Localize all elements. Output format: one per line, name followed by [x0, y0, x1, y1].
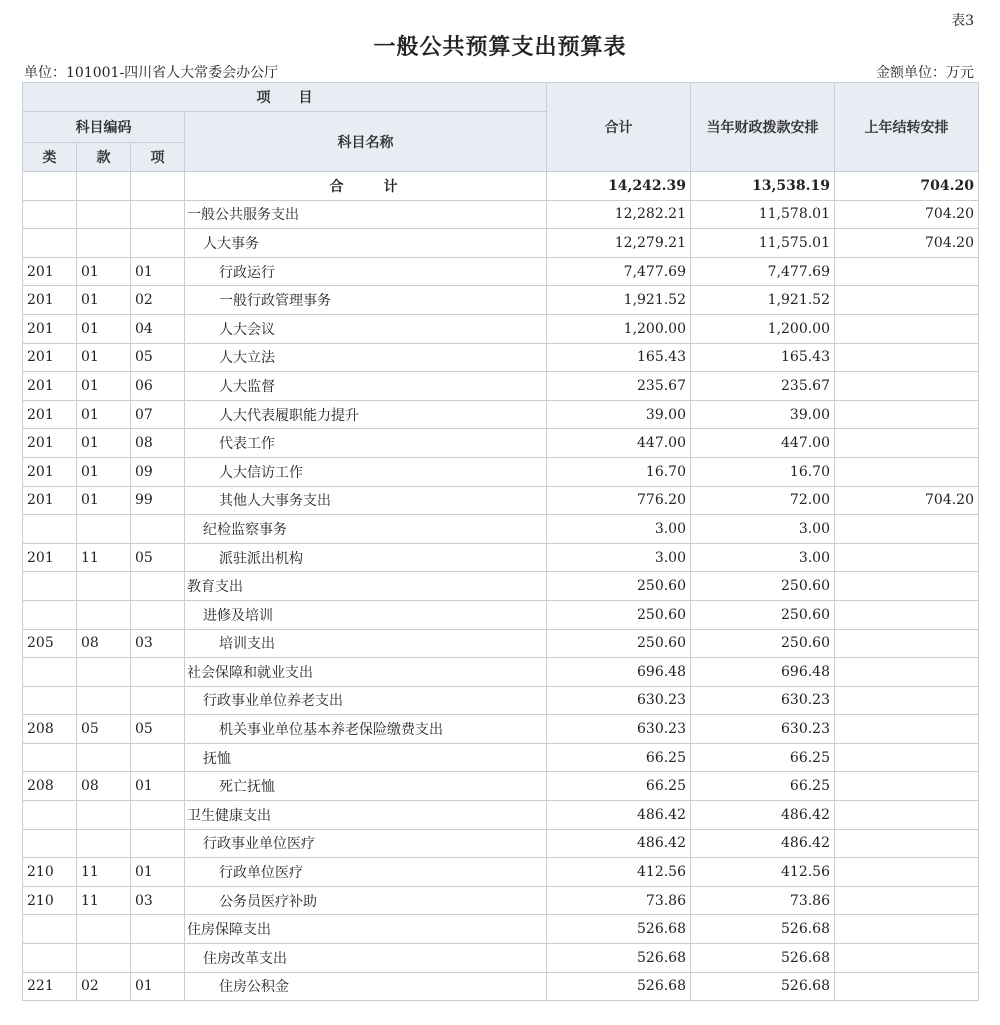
- amount-carryover: [835, 515, 979, 544]
- table-row: [23, 743, 979, 772]
- table-row: [23, 686, 979, 715]
- code-xiang: [131, 172, 185, 201]
- code-xiang: [131, 229, 185, 258]
- amount-carryover: [835, 743, 979, 772]
- code-lei: [23, 801, 77, 830]
- subject-name: 代表工作: [185, 429, 547, 458]
- table-body: [23, 172, 979, 1001]
- amount-carryover: [835, 286, 979, 315]
- amount-carryover: 704.20: [835, 486, 979, 515]
- code-xiang: 03: [131, 629, 185, 658]
- table-row: [23, 543, 979, 572]
- amount-total: 486.42: [547, 801, 691, 830]
- header-kuan: 款: [77, 143, 131, 172]
- subject-name: 人大信访工作: [185, 457, 547, 486]
- amount-current: 66.25: [691, 772, 835, 801]
- code-lei: [23, 686, 77, 715]
- code-lei: [23, 229, 77, 258]
- table-row: [23, 200, 979, 229]
- code-xiang: [131, 658, 185, 687]
- code-lei: 201: [23, 314, 77, 343]
- amount-unit-label: 金额单位：万元: [876, 65, 974, 81]
- code-xiang: [131, 200, 185, 229]
- subject-name: 其他人大事务支出: [185, 486, 547, 515]
- amount-current: 3.00: [691, 543, 835, 572]
- amount-current: 72.00: [691, 486, 835, 515]
- amount-current: 250.60: [691, 600, 835, 629]
- code-kuan: 01: [77, 343, 131, 372]
- amount-current: 526.68: [691, 944, 835, 973]
- subject-name: 住房公积金: [185, 972, 547, 1001]
- subject-name: 纪检监察事务: [185, 515, 547, 544]
- table-row: [23, 372, 979, 401]
- subject-name: 行政事业单位养老支出: [185, 686, 547, 715]
- code-kuan: 05: [77, 715, 131, 744]
- amount-carryover: [835, 772, 979, 801]
- code-xiang: 01: [131, 858, 185, 887]
- amount-current: 486.42: [691, 829, 835, 858]
- subject-name: 培训支出: [185, 629, 547, 658]
- amount-carryover: [835, 314, 979, 343]
- amount-total: 3.00: [547, 543, 691, 572]
- code-kuan: 11: [77, 543, 131, 572]
- amount-total: 1,200.00: [547, 314, 691, 343]
- amount-total: 630.23: [547, 686, 691, 715]
- amount-total: 447.00: [547, 429, 691, 458]
- code-kuan: 01: [77, 314, 131, 343]
- amount-carryover: [835, 457, 979, 486]
- code-kuan: [77, 600, 131, 629]
- subject-name: 住房保障支出: [185, 915, 547, 944]
- code-kuan: [77, 801, 131, 830]
- code-lei: 201: [23, 372, 77, 401]
- amount-current: 7,477.69: [691, 257, 835, 286]
- code-xiang: [131, 801, 185, 830]
- table-row: [23, 172, 979, 201]
- code-kuan: 11: [77, 858, 131, 887]
- code-kuan: 11: [77, 886, 131, 915]
- code-xiang: 07: [131, 400, 185, 429]
- amount-current: 11,575.01: [691, 229, 835, 258]
- code-lei: 201: [23, 429, 77, 458]
- amount-current: 73.86: [691, 886, 835, 915]
- code-lei: [23, 515, 77, 544]
- amount-carryover: [835, 658, 979, 687]
- amount-total: 250.60: [547, 572, 691, 601]
- amount-total: 526.68: [547, 944, 691, 973]
- amount-total: 39.00: [547, 400, 691, 429]
- table-row: [23, 515, 979, 544]
- code-kuan: [77, 200, 131, 229]
- table-row: [23, 944, 979, 973]
- amount-carryover: [835, 600, 979, 629]
- subject-name: 卫生健康支出: [185, 801, 547, 830]
- amount-current: 250.60: [691, 629, 835, 658]
- amount-current: 11,578.01: [691, 200, 835, 229]
- code-lei: 201: [23, 400, 77, 429]
- header-carryover: 上年结转安排: [835, 83, 979, 172]
- budget-table: [22, 82, 979, 1001]
- code-xiang: 99: [131, 486, 185, 515]
- subject-name: 公务员医疗补助: [185, 886, 547, 915]
- subject-name: 人大事务: [185, 229, 547, 258]
- table-row: [23, 972, 979, 1001]
- code-kuan: 01: [77, 286, 131, 315]
- amount-current: 630.23: [691, 715, 835, 744]
- code-xiang: 01: [131, 972, 185, 1001]
- table-row: [23, 858, 979, 887]
- code-kuan: [77, 572, 131, 601]
- code-xiang: 08: [131, 429, 185, 458]
- code-lei: [23, 915, 77, 944]
- amount-carryover: [835, 829, 979, 858]
- table-number: 表3: [951, 13, 974, 29]
- amount-total: 630.23: [547, 715, 691, 744]
- amount-total: 526.68: [547, 972, 691, 1001]
- table-row: [23, 572, 979, 601]
- page-title: 一般公共预算支出预算表: [373, 34, 627, 60]
- amount-total: 16.70: [547, 457, 691, 486]
- unit-label: 单位：101001-四川省人大常委会办公厅: [24, 65, 279, 81]
- code-lei: 210: [23, 886, 77, 915]
- code-kuan: [77, 229, 131, 258]
- amount-total: 250.60: [547, 600, 691, 629]
- subject-name: 进修及培训: [185, 600, 547, 629]
- table-row: [23, 915, 979, 944]
- amount-total: 1,921.52: [547, 286, 691, 315]
- code-kuan: 01: [77, 372, 131, 401]
- subject-name: 死亡抚恤: [185, 772, 547, 801]
- subject-name: 行政运行: [185, 257, 547, 286]
- code-kuan: 01: [77, 429, 131, 458]
- amount-carryover: [835, 372, 979, 401]
- code-kuan: 02: [77, 972, 131, 1001]
- amount-total: 73.86: [547, 886, 691, 915]
- amount-carryover: [835, 801, 979, 830]
- amount-current: 486.42: [691, 801, 835, 830]
- code-lei: 201: [23, 543, 77, 572]
- amount-total: 776.20: [547, 486, 691, 515]
- code-lei: [23, 658, 77, 687]
- table-row: [23, 772, 979, 801]
- amount-current: 13,538.19: [691, 172, 835, 201]
- amount-total: 66.25: [547, 772, 691, 801]
- subject-name: 行政事业单位医疗: [185, 829, 547, 858]
- amount-carryover: [835, 343, 979, 372]
- code-kuan: 08: [77, 772, 131, 801]
- code-kuan: 01: [77, 257, 131, 286]
- amount-carryover: [835, 400, 979, 429]
- code-xiang: [131, 944, 185, 973]
- code-lei: [23, 172, 77, 201]
- code-xiang: 02: [131, 286, 185, 315]
- amount-total: 3.00: [547, 515, 691, 544]
- code-lei: [23, 944, 77, 973]
- subject-name: 住房改革支出: [185, 944, 547, 973]
- code-xiang: [131, 572, 185, 601]
- code-lei: 208: [23, 772, 77, 801]
- subject-name: 人大代表履职能力提升: [185, 400, 547, 429]
- amount-total: 235.67: [547, 372, 691, 401]
- table-row: [23, 829, 979, 858]
- amount-current: 165.43: [691, 343, 835, 372]
- code-lei: [23, 829, 77, 858]
- amount-total: 12,282.21: [547, 200, 691, 229]
- amount-carryover: [835, 572, 979, 601]
- amount-total: 66.25: [547, 743, 691, 772]
- amount-current: 39.00: [691, 400, 835, 429]
- table-row: [23, 801, 979, 830]
- code-xiang: [131, 686, 185, 715]
- code-kuan: 01: [77, 457, 131, 486]
- amount-carryover: 704.20: [835, 200, 979, 229]
- table-row: [23, 457, 979, 486]
- code-xiang: [131, 829, 185, 858]
- code-xiang: [131, 515, 185, 544]
- amount-total: 696.48: [547, 658, 691, 687]
- code-xiang: 04: [131, 314, 185, 343]
- header-xiang: 项: [131, 143, 185, 172]
- amount-total: 7,477.69: [547, 257, 691, 286]
- code-xiang: 01: [131, 257, 185, 286]
- header-item: 项 目: [23, 83, 547, 112]
- code-lei: 205: [23, 629, 77, 658]
- code-lei: 201: [23, 486, 77, 515]
- code-kuan: [77, 686, 131, 715]
- amount-total: 486.42: [547, 829, 691, 858]
- amount-carryover: 704.20: [835, 229, 979, 258]
- code-lei: 201: [23, 286, 77, 315]
- code-xiang: 05: [131, 715, 185, 744]
- code-kuan: [77, 658, 131, 687]
- subject-name: 合计: [185, 172, 547, 201]
- subject-name: 人大监督: [185, 372, 547, 401]
- amount-current: 447.00: [691, 429, 835, 458]
- amount-current: 250.60: [691, 572, 835, 601]
- subject-name: 社会保障和就业支出: [185, 658, 547, 687]
- subject-name: 一般公共服务支出: [185, 200, 547, 229]
- subject-name: 教育支出: [185, 572, 547, 601]
- table-row: [23, 314, 979, 343]
- subject-name: 抚恤: [185, 743, 547, 772]
- amount-carryover: [835, 629, 979, 658]
- subject-name: 人大立法: [185, 343, 547, 372]
- code-xiang: 05: [131, 343, 185, 372]
- table-row: [23, 257, 979, 286]
- code-kuan: 01: [77, 486, 131, 515]
- subject-name: 机关事业单位基本养老保险缴费支出: [185, 715, 547, 744]
- amount-current: 16.70: [691, 457, 835, 486]
- code-lei: 201: [23, 257, 77, 286]
- amount-current: 630.23: [691, 686, 835, 715]
- table-row: [23, 658, 979, 687]
- header-lei: 类: [23, 143, 77, 172]
- code-xiang: 09: [131, 457, 185, 486]
- amount-total: 250.60: [547, 629, 691, 658]
- amount-carryover: 704.20: [835, 172, 979, 201]
- code-xiang: [131, 600, 185, 629]
- table-row: [23, 343, 979, 372]
- code-kuan: [77, 944, 131, 973]
- amount-current: 235.67: [691, 372, 835, 401]
- code-lei: 201: [23, 457, 77, 486]
- code-kuan: [77, 743, 131, 772]
- header-name: 科目名称: [185, 112, 547, 172]
- table-row: [23, 886, 979, 915]
- amount-carryover: [835, 915, 979, 944]
- amount-total: 526.68: [547, 915, 691, 944]
- code-lei: [23, 743, 77, 772]
- table-row: [23, 715, 979, 744]
- subject-name: 行政单位医疗: [185, 858, 547, 887]
- code-lei: [23, 200, 77, 229]
- code-lei: [23, 572, 77, 601]
- code-kuan: [77, 515, 131, 544]
- code-kuan: [77, 172, 131, 201]
- amount-current: 696.48: [691, 658, 835, 687]
- subject-name: 一般行政管理事务: [185, 286, 547, 315]
- amount-current: 526.68: [691, 915, 835, 944]
- header-code: 科目编码: [23, 112, 185, 143]
- amount-current: 3.00: [691, 515, 835, 544]
- subject-name: 派驻派出机构: [185, 543, 547, 572]
- table-header: [23, 83, 979, 172]
- code-xiang: 05: [131, 543, 185, 572]
- code-lei: [23, 600, 77, 629]
- code-xiang: [131, 743, 185, 772]
- amount-current: 526.68: [691, 972, 835, 1001]
- code-lei: 210: [23, 858, 77, 887]
- table-row: [23, 629, 979, 658]
- amount-carryover: [835, 886, 979, 915]
- amount-current: 412.56: [691, 858, 835, 887]
- amount-carryover: [835, 257, 979, 286]
- amount-current: 1,200.00: [691, 314, 835, 343]
- amount-current: 66.25: [691, 743, 835, 772]
- amount-carryover: [835, 944, 979, 973]
- table-row: [23, 429, 979, 458]
- code-xiang: 06: [131, 372, 185, 401]
- amount-current: 1,921.52: [691, 286, 835, 315]
- code-lei: 221: [23, 972, 77, 1001]
- header-total: 合计: [547, 83, 691, 172]
- amount-total: 412.56: [547, 858, 691, 887]
- table-row: [23, 600, 979, 629]
- amount-carryover: [835, 429, 979, 458]
- code-kuan: [77, 829, 131, 858]
- code-kuan: 08: [77, 629, 131, 658]
- code-lei: 208: [23, 715, 77, 744]
- code-kuan: [77, 915, 131, 944]
- table-row: [23, 229, 979, 258]
- code-kuan: 01: [77, 400, 131, 429]
- table-row: [23, 486, 979, 515]
- table-row: [23, 286, 979, 315]
- code-xiang: 01: [131, 772, 185, 801]
- subject-name: 人大会议: [185, 314, 547, 343]
- amount-carryover: [835, 972, 979, 1001]
- code-xiang: [131, 915, 185, 944]
- header-current-appropriation: 当年财政拨款安排: [691, 83, 835, 172]
- amount-carryover: [835, 543, 979, 572]
- amount-carryover: [835, 858, 979, 887]
- amount-total: 165.43: [547, 343, 691, 372]
- table-row: [23, 400, 979, 429]
- amount-carryover: [835, 715, 979, 744]
- amount-total: 12,279.21: [547, 229, 691, 258]
- code-xiang: 03: [131, 886, 185, 915]
- code-lei: 201: [23, 343, 77, 372]
- amount-carryover: [835, 686, 979, 715]
- amount-total: 14,242.39: [547, 172, 691, 201]
